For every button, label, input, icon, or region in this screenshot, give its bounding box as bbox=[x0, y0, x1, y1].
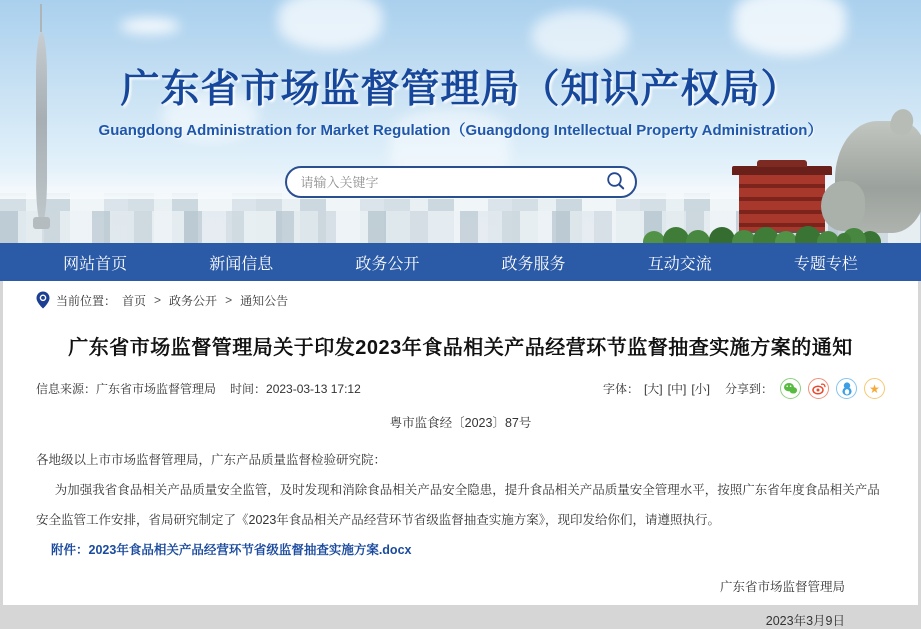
font-size-label: 字体： bbox=[602, 382, 639, 396]
search-input[interactable] bbox=[301, 175, 605, 190]
article-meta-left bbox=[36, 380, 361, 397]
breadcrumb-notices[interactable]: 通知公告 bbox=[240, 293, 289, 308]
site-title: 广东省市场监督管理局（知识产权局） bbox=[120, 68, 801, 111]
qzone-star-icon: ★ bbox=[869, 381, 880, 396]
main-navigation bbox=[0, 243, 921, 281]
search-button[interactable] bbox=[605, 170, 627, 195]
article-body-paragraph: 为加强我省食品相关产品质量安全监管，及时发现和消除食品相关产品安全隐患，提升食品相关产品质量安全管理水平，按照广东省年度食品相关产品安全监管工作安排，省局研究制定了《2023年食品相关产品经营环节省级监督抽查实施方案》，现印发给你们，请遵照执行。 bbox=[36, 483, 880, 527]
qq-icon bbox=[841, 382, 853, 396]
breadcrumb-home[interactable]: 首页 bbox=[122, 293, 147, 308]
document-number: 粤市监食经〔2023〕87号 bbox=[389, 416, 532, 430]
wechat-icon bbox=[783, 382, 798, 395]
search-box[interactable] bbox=[285, 166, 637, 198]
breadcrumb-separator: > bbox=[225, 293, 233, 307]
attachment-label: 附件： bbox=[51, 543, 89, 557]
font-size-small-button[interactable]: [小] bbox=[691, 382, 710, 396]
share-weibo-button[interactable] bbox=[808, 378, 829, 399]
nav-item-interaction[interactable]: 互动交流 bbox=[647, 255, 712, 273]
content-area bbox=[3, 281, 918, 628]
share-qzone-button[interactable] bbox=[864, 378, 885, 399]
trees-decoration bbox=[837, 233, 851, 243]
attachment-row bbox=[36, 537, 885, 563]
share-label: 分享到： bbox=[724, 382, 773, 396]
breadcrumb-gov-disclosure[interactable]: 政务公开 bbox=[169, 293, 218, 308]
red-pavilion-decoration bbox=[739, 175, 825, 231]
nav-item-home[interactable]: 网站首页 bbox=[63, 255, 128, 273]
font-size-large-button[interactable]: [大] bbox=[643, 382, 663, 396]
signature-date: 2023年3月9日 bbox=[765, 614, 845, 628]
share-qq-button[interactable] bbox=[836, 378, 857, 399]
nav-item-news[interactable]: 新闻信息 bbox=[209, 255, 274, 273]
breadcrumb-prefix: 当前位置： bbox=[56, 293, 117, 308]
font-size-medium-button[interactable]: [中] bbox=[667, 382, 687, 396]
info-source: 信息来源：广东省市场监督管理局 bbox=[36, 382, 217, 396]
site-subtitle-english: Guangdong Administration for Market Regulation（Guangdong Intellectual Property Administration） bbox=[98, 122, 823, 139]
header-banner bbox=[0, 0, 921, 243]
signature-agency: 广东省市场监督管理局 bbox=[719, 580, 845, 594]
breadcrumb bbox=[36, 281, 885, 309]
location-pin-icon bbox=[36, 291, 50, 309]
article-meta-right bbox=[603, 378, 885, 399]
breadcrumb-separator: > bbox=[154, 293, 162, 307]
nav-item-gov-disclosure[interactable]: 政务公开 bbox=[355, 255, 420, 273]
search-icon bbox=[605, 170, 627, 195]
share-wechat-button[interactable] bbox=[780, 378, 801, 399]
article-meta-row bbox=[36, 378, 885, 399]
article-salutation: 各地级以上市市场监督管理局，广东产品质量监督检验研究院： bbox=[36, 453, 387, 467]
article-title: 广东省市场监督管理局关于印发2023年食品相关产品经营环节监督抽查实施方案的通知 bbox=[68, 337, 853, 359]
nav-item-special-columns[interactable]: 专题专栏 bbox=[793, 255, 858, 273]
attachment-download-link[interactable]: 2023年食品相关产品经营环节省级监督抽查实施方案.docx bbox=[88, 543, 412, 557]
share-icons-group bbox=[780, 378, 885, 399]
publish-time: 时间：2023-03-13 17:12 bbox=[230, 382, 361, 396]
weibo-icon bbox=[812, 382, 826, 395]
nav-item-gov-services[interactable]: 政务服务 bbox=[501, 255, 566, 273]
